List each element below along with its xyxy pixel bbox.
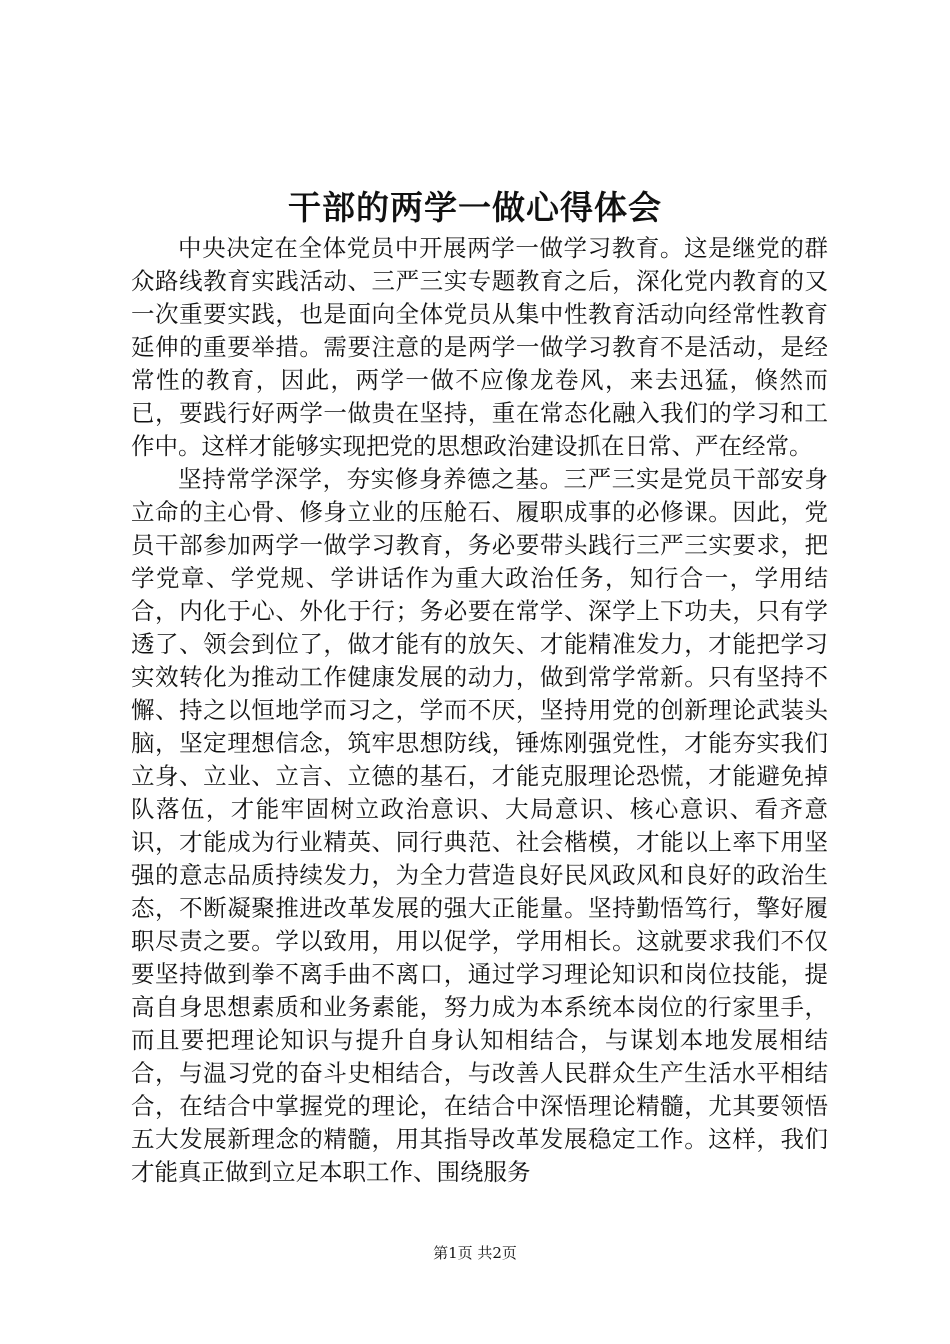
paragraph: 坚持常学深学，夯实修身养德之基。三严三实是党员干部安身立命的主心骨、修身立业的压舱石、履职成事的必修课。因此，党员干部参加两学一做学习教育，务必要带头践行三严三实要求，把学党章、学党规、学讲话作为重大政治任务，知行合一，学用结合，内化于心、外化于行；务必要在常学、深学上下功夫，只有学透了、领会到位了，做才能有的放矢、才能精准发力，才能把学习实效转化为推动工作健康发展的动力，做到常学常新。只有坚持不懈、持之以恒地学而习之，学而不厌，坚持用党的创新理论武装头脑，坚定理想信念，筑牢思想防线，锤炼刚强党性，才能夯实我们立身、立业、立言、立德的基石，才能克服理论恐慌，才能避免掉队落伍，才能牢固树立政治意识、大局意识、核心意识、看齐意识，才能成为行业精英、同行典范、社会楷模，才能以上率下用坚强的意志品质持续发力，为全力营造良好民风政风和良好的政治生态，不断凝聚推进改革发展的强大正能量。坚持勤悟笃行，擎好履职尽责之要。学以致用，用以促学，学用相长。这就要求我们不仅要坚持做到拳不离手曲不离口，通过学习理论知识和岗位技能，提高自身思想素质和业务素能，努力成为本系统本岗位的行家里手，而且要把理论知识与提升自身认知相结合，与谋划本地发展相结合，与温习党的奋斗史相结合，与改善人民群众生产生活水平相结合，在结合中掌握党的理论，在结合中深悟理论精髓，尤其要领悟五大发展新理念的精髓，用其指导改革发展稳定工作。这样，我们才能真正做到立足本职工作、围绕服务 xyxy=(131,465,828,1186)
paragraph: 中央决定在全体党员中开展两学一做学习教育。这是继党的群众路线教育实践活动、三严三实专题教育之后，深化党内教育的又一次重要实践，也是面向全体党员从集中性教育活动向经常性教育延伸的重要举措。需要注意的是两学一做学习教育不是活动，是经常性的教育，因此，两学一做不应像龙卷风，来去迅猛，倏然而已，要践行好两学一做贵在坚持，重在常态化融入我们的学习和工作中。这样才能够实现把党的思想政治建设抓在日常、严在经常。 xyxy=(131,234,828,460)
page-number-footer: 第1页 共2页 xyxy=(433,1244,517,1262)
document-body xyxy=(131,232,828,1189)
document-title: 干部的两学一做心得体会 xyxy=(288,188,662,227)
